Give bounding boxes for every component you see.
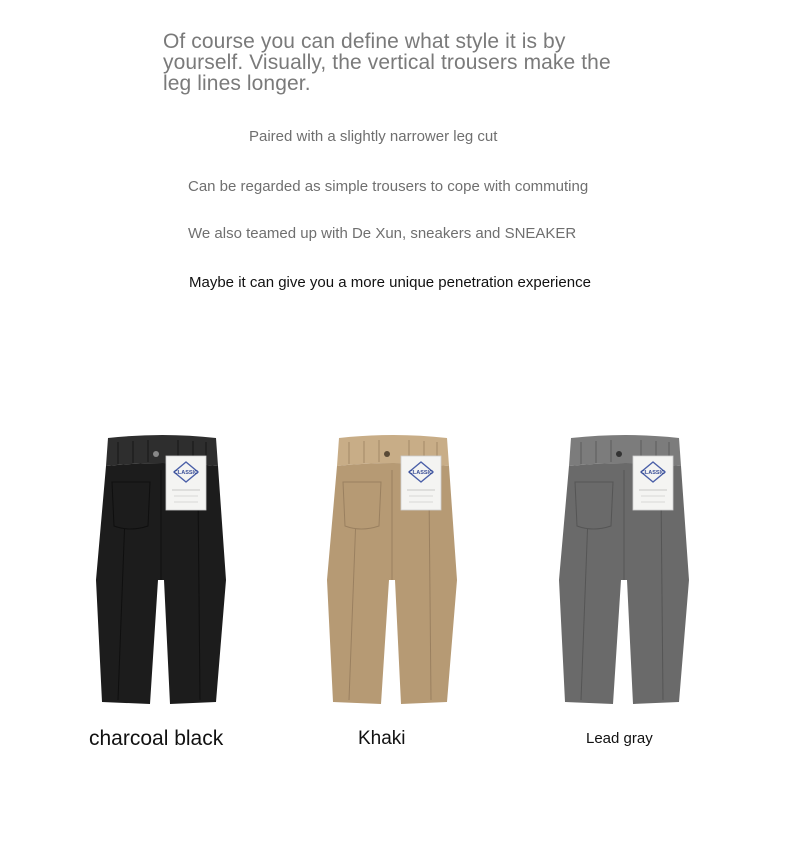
color-label-lead-gray: Lead gray [586,730,653,747]
product-image-khaki-pants [319,430,469,710]
trousers-black-illustration [88,430,238,710]
tag-label: CLASSIC [408,470,434,476]
tag-label: CLASSIC [173,470,199,476]
intro-text: Of course you can define what style it is by yourself. Visually, the vertical trousers make the leg lines longer. [163,30,611,95]
color-label-khaki: Khaki [358,728,406,749]
description-line: We also teamed up with De Xun, sneakers and SNEAKER [188,225,577,242]
trousers-gray-illustration [551,430,701,710]
description-line: Can be regarded as simple trousers to cope with commuting [188,178,589,195]
description-line: Paired with a slightly narrower leg cut [249,128,498,145]
description-line: Maybe it can give you a more unique penetration experience [189,274,591,291]
trousers-khaki-illustration [319,430,469,710]
product-image-gray-pants [551,430,701,710]
product-image-black-pants [88,430,238,710]
color-label-charcoal-black: charcoal black [89,727,224,750]
tag-label: CLASSIC [640,470,666,476]
